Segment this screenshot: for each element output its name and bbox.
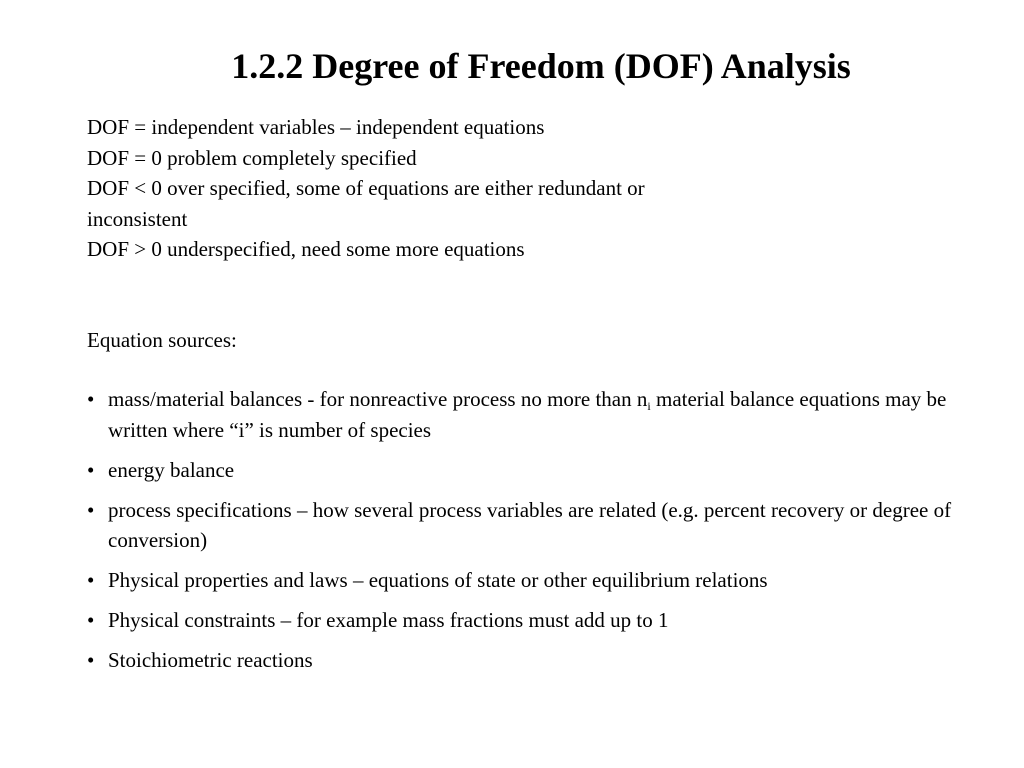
dof-line: DOF > 0 underspecified, need some more equations bbox=[87, 237, 525, 261]
list-item-text: Stoichiometric reactions bbox=[108, 648, 313, 672]
list-item-text: mass/material balances - for nonreactive process no more than $n_i$ material balance equations may be written where “i” is number of species bbox=[108, 387, 947, 442]
list-item bbox=[87, 495, 967, 556]
dof-line: inconsistent bbox=[87, 206, 188, 231]
list-item-text: energy balance bbox=[108, 457, 235, 482]
bullet-icon: • bbox=[87, 457, 95, 482]
list-item bbox=[87, 645, 967, 676]
subscript: i bbox=[647, 399, 651, 413]
slide-title: 1.2.2 Degree of Freedom (DOF) Analysis bbox=[231, 46, 851, 86]
equation-sources-list bbox=[87, 384, 967, 685]
dof-line: DOF = independent variables – independent equations bbox=[87, 115, 545, 139]
bullet-icon: • bbox=[87, 497, 95, 522]
dof-line: DOF < 0 over specified, some of equations are either redundant or bbox=[87, 176, 645, 200]
list-item bbox=[87, 455, 967, 486]
list-item-text: Physical properties and laws – equations of state or other equilibrium relations bbox=[108, 568, 768, 592]
list-item bbox=[87, 605, 967, 636]
bullet-icon: • bbox=[87, 387, 95, 411]
bullet-icon: • bbox=[87, 648, 95, 672]
list-item bbox=[87, 565, 967, 596]
list-item bbox=[87, 384, 967, 445]
list-item-text: Physical constraints – for example mass fractions must add up to 1 bbox=[108, 608, 669, 632]
bullet-icon: • bbox=[87, 608, 95, 632]
dof-definitions bbox=[87, 112, 787, 265]
dof-line: DOF = 0 problem completely specified bbox=[87, 145, 417, 170]
list-item-text: process specifications – how several process variables are related (e.g. percent recovery or degree of conversion) bbox=[108, 497, 952, 552]
bullet-icon: • bbox=[87, 568, 95, 592]
equation-sources-label: Equation sources: bbox=[87, 328, 237, 352]
